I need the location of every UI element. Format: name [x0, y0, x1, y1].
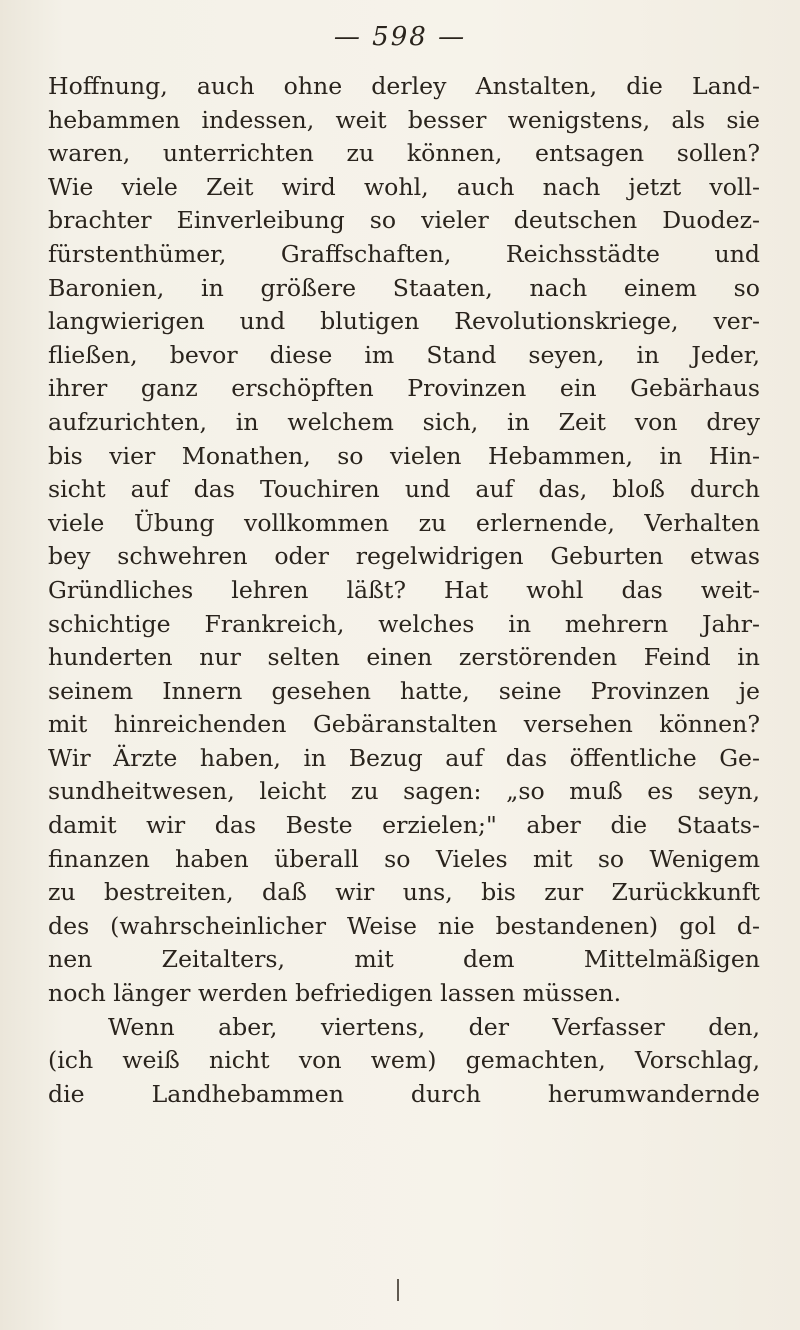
text-line: seinem Innern gesehen hatte, seine Provinzen je	[48, 676, 760, 705]
text-line: Baronien, in größere Staaten, nach einem so	[48, 273, 760, 302]
page-number-header: — 598 —	[333, 22, 467, 52]
text-line: waren, unterrichten zu können, entsagen sollen?	[48, 139, 760, 168]
text-line: finanzen haben überall so Vieles mit so Wenigem	[48, 844, 760, 873]
text-line: Hoffnung, auch ohne derley Anstalten, die Land-	[48, 72, 760, 100]
text-line: mit hinreichenden Gebäranstalten versehen können?	[48, 710, 760, 739]
text-line: fließen, bevor diese im Stand seyen, in Jeder,	[48, 340, 760, 369]
body-text	[48, 70, 760, 1111]
text-line: (ich weiß nicht von wem) gemachten, Vorschlag,	[48, 1046, 760, 1075]
text-line: sundheitwesen, leicht zu sagen: „so muß es seyn,	[48, 777, 760, 806]
text-line: Gründliches lehren läßt? Hat wohl das weit-	[48, 575, 760, 604]
text-line: aufzurichten, in welchem sich, in Zeit von drey	[48, 407, 760, 436]
text-line: Wie viele Zeit wird wohl, auch nach jetzt voll-	[48, 172, 760, 201]
text-line: sicht auf das Touchiren und auf das, bloß durch	[48, 475, 760, 504]
text-line: damit wir das Beste erzielen;" aber die Staats-	[48, 811, 760, 840]
text-line: ihrer ganz erschöpften Provinzen ein Gebärhaus	[48, 374, 760, 403]
text-line: Wenn aber, viertens, der Verfasser den,	[108, 1012, 760, 1041]
text-line: Wir Ärzte haben, in Bezug auf das öffentliche Ge-	[48, 743, 760, 772]
text-line: bis vier Monathen, so vielen Hebammen, in Hin-	[48, 441, 760, 470]
text-line: viele Übung vollkommen zu erlernende, Verhalten	[48, 508, 760, 537]
text-line: des (wahrscheinlicher Weise nie bestandenen) gol d-	[48, 911, 760, 940]
text-line: nen Zeitalters, mit dem Mittelmäßigen	[48, 945, 760, 974]
text-line: hebammen indessen, weit besser wenigstens, als sie	[48, 105, 760, 134]
text-line: langwierigen und blutigen Revolutionskriege, ver-	[48, 307, 760, 336]
text-line: die Landhebammen durch herumwandernde	[48, 1079, 760, 1108]
text-line: fürstenthümer, Graffschaften, Reichsstädte und	[48, 239, 760, 268]
page-mark-glyph	[392, 1275, 404, 1305]
text-line: brachter Einverleibung so vieler deutschen Duodez-	[48, 206, 760, 235]
text-line: zu bestreiten, daß wir uns, bis zur Zurückkunft	[48, 878, 760, 907]
text-line: noch länger werden befriedigen lassen müssen.	[48, 979, 622, 1008]
text-line: schichtige Frankreich, welches in mehrern Jahr-	[48, 609, 760, 638]
text-line: hunderten nur selten einen zerstörenden Feind in	[48, 643, 760, 672]
text-line: bey schwehren oder regelwidrigen Geburten etwas	[48, 542, 760, 571]
